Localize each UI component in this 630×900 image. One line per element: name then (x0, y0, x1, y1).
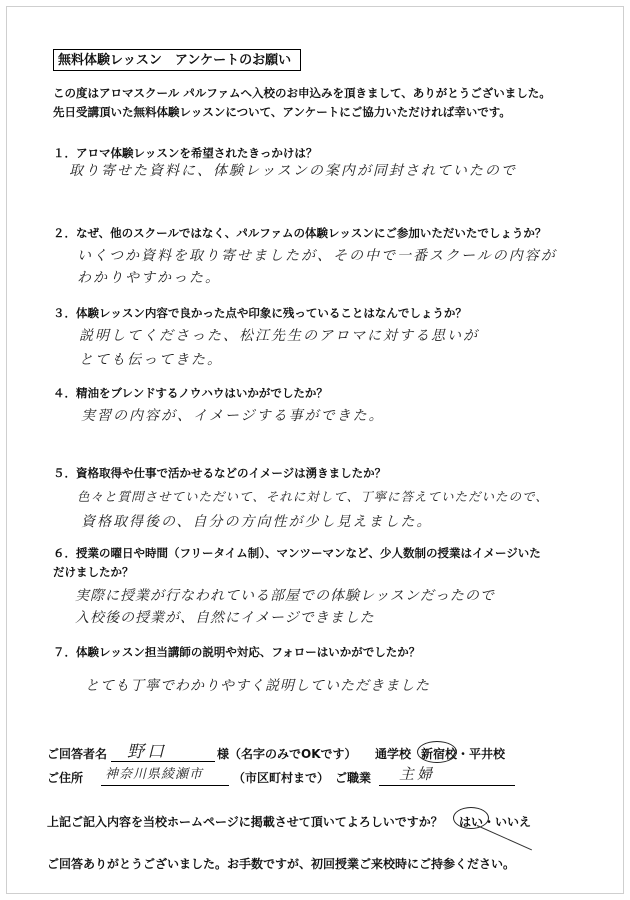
answer-3-line-1: 説明してくださった、松江先生のアロマに対する思いが (79, 328, 479, 344)
question-1: １．アロマ体験レッスンを希望されたきっかけは？ (53, 146, 318, 160)
answer-2-line-2: わかりやすかった。 (77, 270, 221, 286)
intro-line-2: 先日受講頂いた無料体験レッスンについて、アンケートにご協力いただければ幸いです。 (53, 105, 511, 119)
survey-sheet (6, 6, 624, 894)
question-2: ２．なぜ、他のスクールではなく、パルファムの体験レッスンにご参加いただいたでしょうか？ (53, 226, 547, 240)
job-label: ご職業 (335, 771, 372, 785)
answer-5-line-2: 資格取得後の、自分の方向性が少し見えました。 (81, 514, 433, 530)
school-value: 新宿校・平井校 (421, 747, 506, 761)
school-label: 通学校 (375, 747, 412, 761)
answer-2-line-1: いくつか資料を取り寄せましたが、その中で一番スクールの内容が (77, 248, 557, 264)
job-value: 主婦 (399, 765, 436, 783)
answer-6-line-2: 入校後の授業が、自然にイメージできました (75, 610, 375, 626)
question-6-cont: だけましたか？ (53, 565, 134, 579)
address-label: ご住所 (47, 771, 84, 785)
question-7: ７．体験レッスン担当講師の説明や対応、フォローはいかがでしたか？ (53, 645, 421, 659)
intro-line-1: この度はアロマスクール パルファムへ入校のお申込みを頂きまして、ありがとうございました。 (53, 86, 551, 100)
job-underline (379, 785, 515, 786)
name-value: 野口 (127, 742, 167, 762)
name-label: ご回答者名 (47, 747, 108, 761)
question-6: ６．授業の曜日や時間（フリータイム制）、マンツーマンなど、少人数制の授業はイメージいた (53, 546, 541, 560)
answer-3-line-2: とても伝ってきた。 (79, 352, 223, 368)
question-4: ４．精油をブレンドするノウハウはいかがでしたか？ (53, 386, 328, 400)
answer-4-line-1: 実習の内容が、イメージする事ができた。 (81, 408, 385, 424)
address-value: 神奈川県綾瀬市 (105, 767, 204, 782)
answer-7-line-1: とても丁寧でわかりやすく説明していただきました (85, 678, 430, 694)
answer-6-line-1: 実際に授業が行なわれている部屋での体験レッスンだったので (75, 588, 495, 604)
closing-text: ご回答ありがとうございました。お手数ですが、初回授業ご来校時にご持参ください。 (47, 857, 516, 871)
name-suffix: 様（名字のみでOKです） (217, 747, 357, 761)
question-3: ３．体験レッスン内容で良かった点や印象に残っていることはなんでしょうか？ (53, 306, 467, 320)
survey-title: 無料体験レッスン アンケートのお願い (53, 49, 301, 71)
consent-yes-circle (453, 807, 489, 829)
name-underline (111, 761, 215, 762)
address-note: （市区町村まで） (233, 771, 330, 785)
school-selection-circle (417, 741, 457, 763)
address-underline (101, 785, 229, 786)
consent-options: はい・いいえ (459, 815, 532, 829)
answer-5-line-1: 色々と質問させていただいて、それに対して、丁寧に答えていただいたので、 (77, 489, 549, 504)
question-5: ５．資格取得や仕事で活かせるなどのイメージは湧きましたか？ (53, 466, 387, 480)
consent-question: 上記ご記入内容を当校ホームページに掲載させて頂いてよろしいですか？ (47, 815, 443, 829)
answer-1-line-1: 取り寄せた資料に、体験レッスンの案内が同封されていたので (69, 163, 517, 179)
